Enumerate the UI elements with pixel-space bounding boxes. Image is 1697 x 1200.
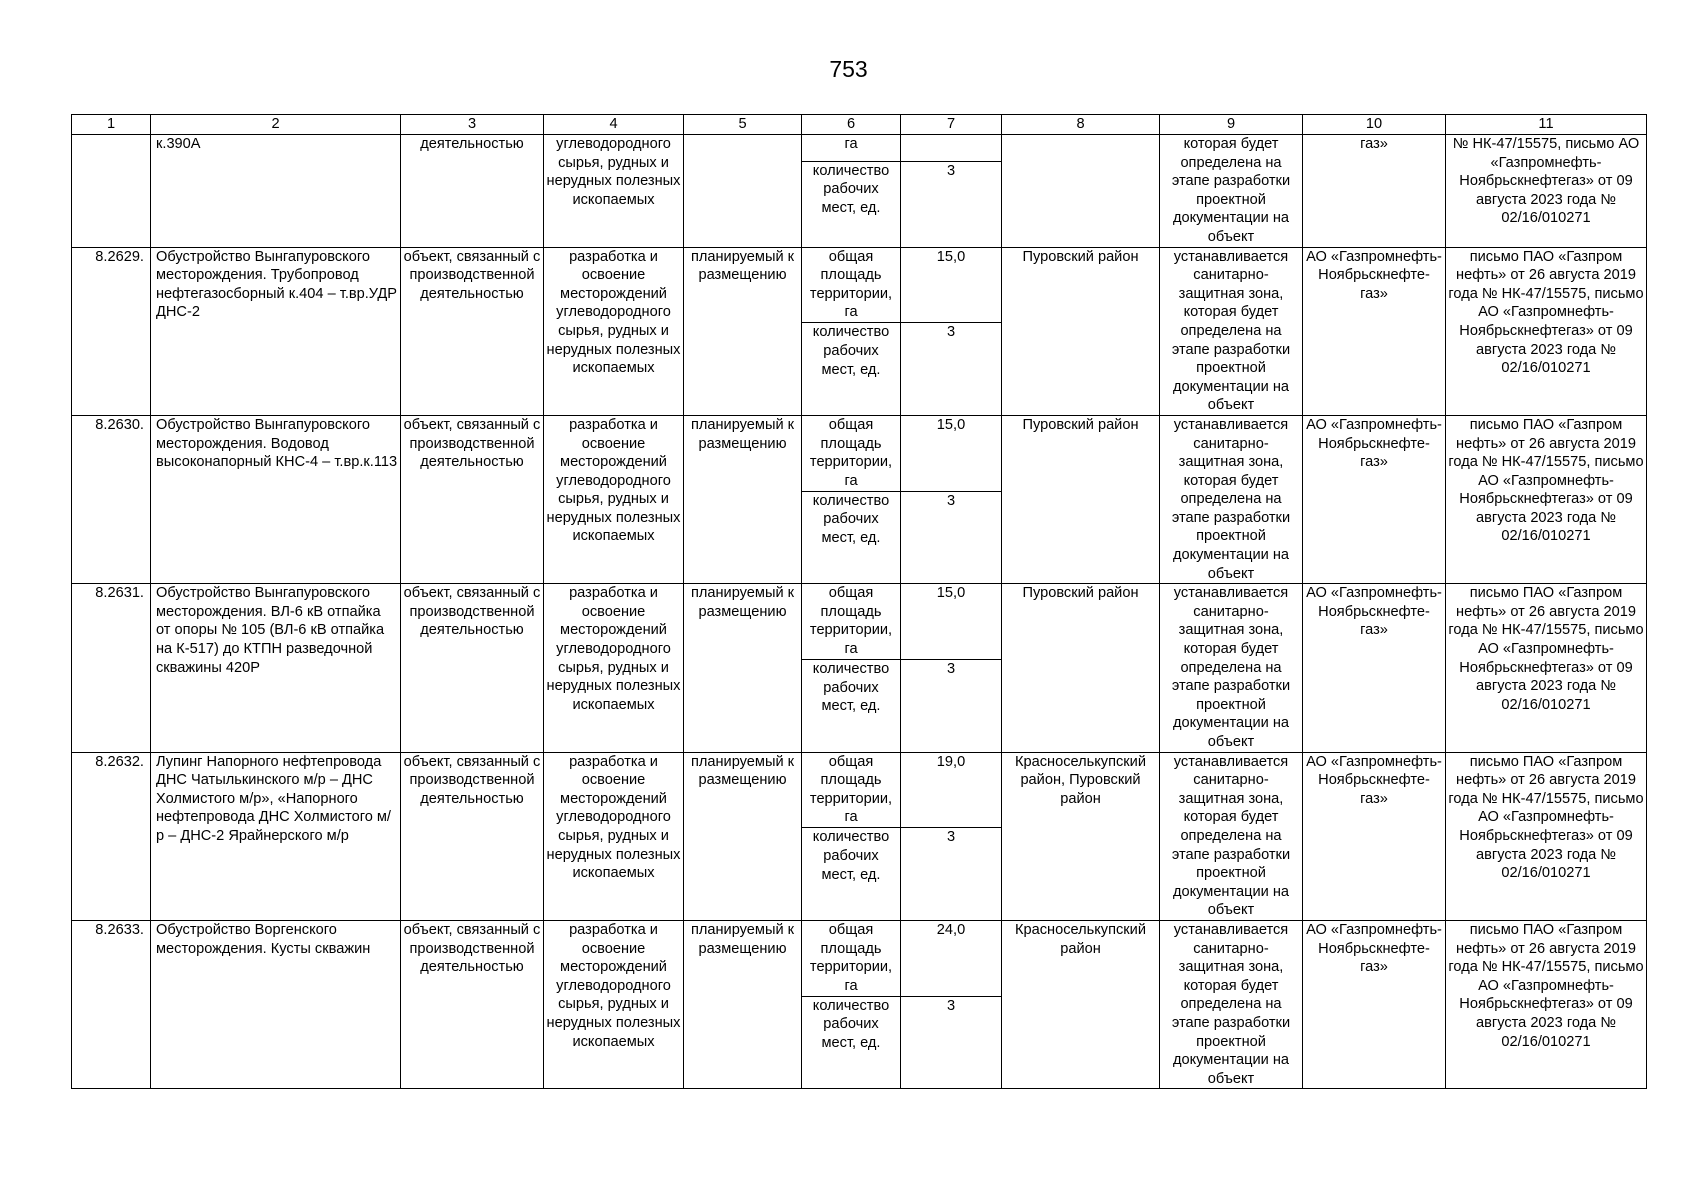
object-location: Пуровский район: [1002, 584, 1160, 752]
object-zones: устанавливается санитарно-защитная зона, которая будет определена на этапе разработки проектной документации на объект: [1160, 584, 1303, 752]
param-area-name: общая площадь территории, га: [802, 247, 901, 323]
param-workplaces-value: 3: [901, 660, 1002, 753]
param-workplaces-name: количество рабочих мест, ед.: [802, 491, 901, 584]
object-name: Лупинг Напорного нефтепровода ДНС Чатылькинского м/р – ДНС Холмистого м/р», «Напорного нефтепровода ДНС Холмистого м/р – ДНС-2 Ярайнерского м/р: [151, 752, 401, 920]
object-basis: письмо ПАО «Газпром нефть» от 26 августа 2019 года № НК-47/15575, письмо АО «Газпромнефть-Ноябрьскнефтегаз» от 09 августа 2023 года № 02/16/010271: [1446, 584, 1647, 752]
object-status: планируемый к размещению: [684, 752, 802, 920]
table-row: [72, 247, 1647, 323]
object-status: планируемый к размещению: [684, 415, 802, 583]
param-workplaces-name: количество рабочих мест, ед.: [802, 323, 901, 416]
column-number-header: 2: [151, 115, 401, 135]
object-purpose: разработка и освоение месторождений углеводородного сырья, рудных и нерудных полезных ископаемых: [544, 920, 684, 1088]
param-area-value: [901, 135, 1002, 162]
param-workplaces-value: 3: [901, 491, 1002, 584]
param-area-value: 24,0: [901, 920, 1002, 996]
param-workplaces-value: 3: [901, 828, 1002, 921]
param-workplaces-value: 3: [901, 996, 1002, 1089]
object-name: к.390А: [151, 135, 401, 248]
param-area-name: общая площадь территории, га: [802, 920, 901, 996]
param-workplaces-value: 3: [901, 161, 1002, 247]
object-purpose: разработка и освоение месторождений углеводородного сырья, рудных и нерудных полезных ископаемых: [544, 247, 684, 415]
param-workplaces-name: количество рабочих мест, ед.: [802, 161, 901, 247]
object-basis: письмо ПАО «Газпром нефть» от 26 августа 2019 года № НК-47/15575, письмо АО «Газпромнефть-Ноябрьскнефтегаз» от 09 августа 2023 года № 02/16/010271: [1446, 920, 1647, 1088]
object-name: Обустройство Вынгапуровского месторождения. Водовод высоконапорный КНС-4 – т.вр.к.113: [151, 415, 401, 583]
object-purpose: разработка и освоение месторождений углеводородного сырья, рудных и нерудных полезных ископаемых: [544, 752, 684, 920]
column-number-header: 8: [1002, 115, 1160, 135]
row-number: 8.2633.: [72, 920, 151, 1088]
row-number: 8.2630.: [72, 415, 151, 583]
object-basis: № НК-47/15575, письмо АО «Газпромнефть-Ноябрьскнефтегаз» от 09 августа 2023 года № 02/16/010271: [1446, 135, 1647, 248]
object-location: Красноселькупский район: [1002, 920, 1160, 1088]
object-name: Обустройство Вынгапуровского месторождения. ВЛ-6 кВ отпайка от опоры № 105 (ВЛ-6 кВ отпайка на К-517) до КТПН разведочной скважины 420Р: [151, 584, 401, 752]
objects-register-table: [71, 114, 1647, 1089]
column-number-header: 5: [684, 115, 802, 135]
object-status: планируемый к размещению: [684, 920, 802, 1088]
object-owner: газ»: [1303, 135, 1446, 248]
param-area-name: га: [802, 135, 901, 162]
row-number: 8.2631.: [72, 584, 151, 752]
object-owner: АО «Газпромнефть-Ноябрьскнефте-газ»: [1303, 247, 1446, 415]
object-zones: устанавливается санитарно-защитная зона, которая будет определена на этапе разработки проектной документации на объект: [1160, 752, 1303, 920]
param-area-name: общая площадь территории, га: [802, 415, 901, 491]
object-location: Красноселькупский район, Пуровский район: [1002, 752, 1160, 920]
row-number: 8.2632.: [72, 752, 151, 920]
column-number-header: 9: [1160, 115, 1303, 135]
param-area-value: 19,0: [901, 752, 1002, 828]
column-number-header: 10: [1303, 115, 1446, 135]
object-category: объект, связанный с производственной деятельностью: [401, 752, 544, 920]
object-category: объект, связанный с производственной деятельностью: [401, 247, 544, 415]
page-number: 753: [829, 56, 868, 82]
continuation-row: [72, 135, 1647, 162]
object-purpose: разработка и освоение месторождений углеводородного сырья, рудных и нерудных полезных ископаемых: [544, 584, 684, 752]
object-category: объект, связанный с производственной деятельностью: [401, 584, 544, 752]
object-status: планируемый к размещению: [684, 247, 802, 415]
object-location: Пуровский район: [1002, 247, 1160, 415]
object-category: объект, связанный с производственной деятельностью: [401, 920, 544, 1088]
param-area-name: общая площадь территории, га: [802, 752, 901, 828]
object-category: объект, связанный с производственной деятельностью: [401, 415, 544, 583]
table-row: [72, 415, 1647, 491]
table-row: [72, 584, 1647, 660]
object-zones: которая будет определена на этапе разработки проектной документации на объект: [1160, 135, 1303, 248]
table-row: [72, 920, 1647, 996]
param-area-value: 15,0: [901, 584, 1002, 660]
column-number-header: 3: [401, 115, 544, 135]
row-number: [72, 135, 151, 248]
object-status: [684, 135, 802, 248]
param-workplaces-name: количество рабочих мест, ед.: [802, 996, 901, 1089]
object-location: [1002, 135, 1160, 248]
object-owner: АО «Газпромнефть-Ноябрьскнефте-газ»: [1303, 752, 1446, 920]
column-number-header: 11: [1446, 115, 1647, 135]
object-location: Пуровский район: [1002, 415, 1160, 583]
column-number-header-row: [72, 115, 1647, 135]
column-number-header: 4: [544, 115, 684, 135]
object-basis: письмо ПАО «Газпром нефть» от 26 августа 2019 года № НК-47/15575, письмо АО «Газпромнефть-Ноябрьскнефтегаз» от 09 августа 2023 года № 02/16/010271: [1446, 247, 1647, 415]
column-number-header: 7: [901, 115, 1002, 135]
param-workplaces-name: количество рабочих мест, ед.: [802, 660, 901, 753]
object-zones: устанавливается санитарно-защитная зона, которая будет определена на этапе разработки проектной документации на объект: [1160, 920, 1303, 1088]
param-area-value: 15,0: [901, 247, 1002, 323]
object-purpose: разработка и освоение месторождений углеводородного сырья, рудных и нерудных полезных ископаемых: [544, 415, 684, 583]
object-owner: АО «Газпромнефть-Ноябрьскнефте-газ»: [1303, 920, 1446, 1088]
param-workplaces-name: количество рабочих мест, ед.: [802, 828, 901, 921]
table-row: [72, 752, 1647, 828]
object-zones: устанавливается санитарно-защитная зона, которая будет определена на этапе разработки проектной документации на объект: [1160, 247, 1303, 415]
object-basis: письмо ПАО «Газпром нефть» от 26 августа 2019 года № НК-47/15575, письмо АО «Газпромнефть-Ноябрьскнефтегаз» от 09 августа 2023 года № 02/16/010271: [1446, 752, 1647, 920]
param-area-value: 15,0: [901, 415, 1002, 491]
row-number: 8.2629.: [72, 247, 151, 415]
object-status: планируемый к размещению: [684, 584, 802, 752]
param-workplaces-value: 3: [901, 323, 1002, 416]
object-zones: устанавливается санитарно-защитная зона, которая будет определена на этапе разработки проектной документации на объект: [1160, 415, 1303, 583]
object-category: деятельностью: [401, 135, 544, 248]
object-name: Обустройство Воргенского месторождения. Кусты скважин: [151, 920, 401, 1088]
object-owner: АО «Газпромнефть-Ноябрьскнефте-газ»: [1303, 415, 1446, 583]
column-number-header: 1: [72, 115, 151, 135]
object-basis: письмо ПАО «Газпром нефть» от 26 августа 2019 года № НК-47/15575, письмо АО «Газпромнефть-Ноябрьскнефтегаз» от 09 августа 2023 года № 02/16/010271: [1446, 415, 1647, 583]
object-purpose: углеводородного сырья, рудных и нерудных полезных ископаемых: [544, 135, 684, 248]
object-owner: АО «Газпромнефть-Ноябрьскнефте-газ»: [1303, 584, 1446, 752]
column-number-header: 6: [802, 115, 901, 135]
param-area-name: общая площадь территории, га: [802, 584, 901, 660]
object-name: Обустройство Вынгапуровского месторождения. Трубопровод нефтегазосборный к.404 – т.вр.УДР ДНС-2: [151, 247, 401, 415]
